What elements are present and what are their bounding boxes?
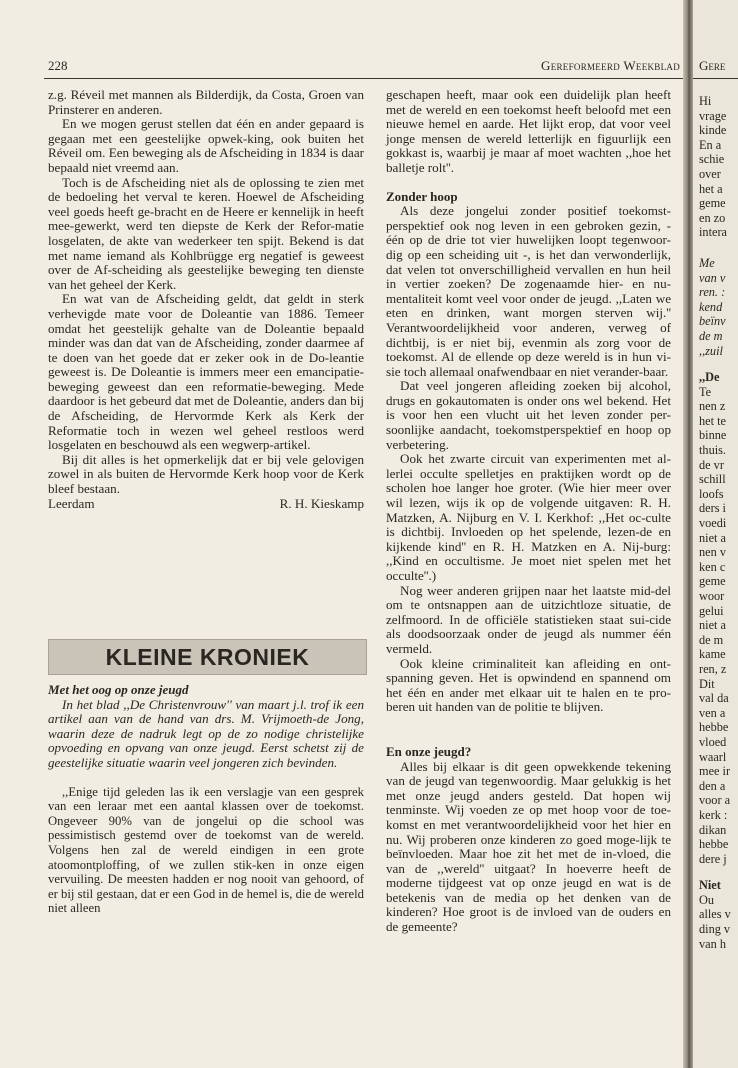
paragraph: Dat veel jongeren afleiding zoeken bij alcohol, drugs en gokautomaten is onder ons wel bekend. Het is voor hen een vlucht uit het leven zonder per-soonlijke aandacht, toekomstperspektief en hoop op verbetering.: [386, 378, 671, 452]
paragraph: Als deze jongelui zonder positief toekomst-perspektief ook nog leven in een gebroken gezin, - één op de drie tot vier huwelijken loopt tegenwoor-dig op een scheiding uit -, is het dan verwonderlijk, dat velen tot onverschilligheid vervallen en hun heil in vertier zoeken? De zogenaamde hier- en nu-mentaliteit komt veel voor onder de jeugd. ,,Laten we eten en drinken, want morgen sterven wij.'' Verantwoordelijkheid voor anderen, verweg of dichtbij, is er niet bij, evenmin als zorg voor de toekomst. Al de ellende op deze wereld is in hun vi-sie toch allemaal onafwendbaar en niet verander-baar.: [386, 203, 671, 379]
section-heading: Zonder hoop: [386, 188, 458, 204]
adjacent-line: Te: [699, 384, 712, 399]
adjacent-line: de vr: [699, 457, 724, 472]
adjacent-line: en zo: [699, 210, 726, 225]
adjacent-line: woor: [699, 589, 725, 603]
adjacent-line: beïnv: [699, 314, 726, 329]
paragraph: Toch is de Afscheiding niet als de oplossing te zien met de bedoeling het verval te keren. Hoewel de Afscheiding veel goeds heeft ge-bracht en de Heere er kennelijk in heeft mee-gewerkt, werd ten diepste de Kerk der Refor-matie losgelaten, de akte van wederkeer ten spijt. Bekend is dat met name iemand als Kohlbrügge erg negatief is geweest over de Af-scheiding als geestelijke beweging ten dienste van het geheel der Kerk.: [48, 174, 364, 292]
adjacent-line: kinde: [699, 123, 727, 138]
adjacent-line: vloed: [699, 734, 727, 749]
running-title: Gereformeerd Weekblad: [541, 58, 680, 73]
kroniek-section: [48, 683, 364, 916]
adjacent-line: waarl: [699, 749, 727, 764]
adjacent-line: kerk :: [699, 807, 728, 822]
column-left: [48, 88, 364, 511]
adjacent-line: ren, z: [699, 661, 727, 676]
adjacent-line: de m: [699, 632, 724, 647]
adjacent-line: thuis.: [699, 443, 726, 458]
adjacent-line: ren. :: [699, 285, 726, 300]
adjacent-line: hebbe: [699, 720, 729, 735]
adjacent-line: kend: [699, 299, 723, 314]
adjacent-line: geme: [699, 196, 726, 211]
book-gutter: [683, 0, 693, 1068]
adjacent-line: voor a: [699, 793, 731, 808]
adjacent-line: gelui: [699, 603, 724, 618]
column-middle: [386, 88, 671, 935]
adjacent-line: voedi: [699, 516, 727, 531]
adjacent-page: [693, 0, 738, 1068]
quote-paragraph: ,,Enige tijd geleden las ik een verslagje van een gesprek van een leraar met een aantal klassen over de toekomst. Ongeveer 90% van de jongelui op die school was pessimistisch gestemd over de toekomst van de wereld. Volgens hen zal de wereld eindigen in een grote atoomontploffing, of we zullen stik-ken in onze eigen vervuiling. De meesten hadden er nog nooit van gehoord, of er bij stil gestaan, dat er een God in de hemel is, die de wereld niet alleen: [48, 784, 364, 916]
adjacent-line: nen z: [699, 399, 726, 414]
adjacent-line: den a: [699, 778, 726, 793]
adjacent-line: Hi: [699, 94, 712, 108]
section-heading: Met het oog op onze jeugd: [48, 682, 189, 697]
intro-paragraph: In het blad ,,De Christenvrouw'' van maart j.l. trof ik een artikel aan van de hand van drs. M. Vrijmoeth-de Jong, waarin deze de nadruk legt op de zo nodige christelijke opvoeding en opvang van onze jeugd. Eerst schetst zij de geestelijke situatie waarin veel jongeren zich bevinden.: [48, 696, 364, 770]
adjacent-line: schill: [699, 472, 726, 487]
adjacent-line: Dit: [699, 676, 715, 691]
adjacent-line: vrage: [699, 108, 727, 123]
adjacent-line: Ou: [699, 892, 715, 907]
adjacent-line: En a: [699, 137, 722, 152]
paragraph: geschapen heeft, maar ook een duidelijk plan heeft met de wereld en een toekomst heeft beloofd met een nieuwe hemel en aarde. Het lijkt erop, dat voor veel jonge mensen de wereld letterlijk en figuurlijk een gokkast is, waarbij je maar af moet wachten ,,hoe het balletje rolt''.: [386, 87, 671, 175]
paragraph: z.g. Réveil met mannen als Bilderdijk, da Costa, Groen van Prinsterer en anderen.: [48, 87, 364, 117]
adjacent-line: dere j: [699, 851, 727, 866]
adjacent-line: ,,zuil: [699, 343, 723, 358]
adjacent-line: het a: [699, 181, 723, 196]
adjacent-heading: ,,De: [699, 370, 720, 385]
adjacent-line: geme: [699, 574, 726, 589]
adjacent-line: loofs: [699, 486, 724, 501]
adjacent-line: val da: [699, 691, 729, 706]
adjacent-line: nen v: [699, 545, 726, 560]
article-signature: [48, 497, 364, 512]
adjacent-line: het te: [699, 413, 726, 428]
adjacent-line: over: [699, 166, 721, 181]
adjacent-line: de m: [699, 328, 723, 343]
paragraph: Ook het zwarte circuit van experimenten met al-lerlei occulte spelletjes en praktijken wordt op de scholen hoe langer hoe groter. (Wie hier meer over wil lezen, wijs ik op de volgende uitgaven: R. H. Matzken, A. Nijburg en V. I. Kerkhof: ,,Het oc-culte is dichtbij. Invloeden op het spelende, lezen-de en kijkende kind'' en R. H. Matzken en A. Nij-burg: ,,Kind en occultisme. Je moet niet spelen met het occulte''.): [386, 451, 671, 583]
header-rule: [44, 78, 684, 79]
adjacent-line: mee ir: [699, 764, 731, 779]
adjacent-line: ders i: [699, 501, 726, 516]
adjacent-running-title: Gere: [699, 58, 726, 73]
adjacent-line: intera: [699, 225, 727, 240]
adjacent-line: ding v: [699, 922, 731, 937]
adjacent-line: Me: [699, 255, 715, 270]
adjacent-line: hebbe: [699, 837, 729, 852]
paragraph: En we mogen gerust stellen dat één en ander gepaard is gegaan met een geestelijke opwek-king, ook buiten het Réveil om. Een beweging als de Afscheiding in 1834 is daar bepaald niet vreemd aan.: [48, 116, 364, 175]
adjacent-line: binne: [699, 428, 727, 443]
section-heading: En onze jeugd?: [386, 743, 472, 759]
adjacent-line: schie: [699, 152, 725, 167]
paragraph: Ook kleine criminaliteit kan afleiding en ont-spanning geven. Het is opwindend en spannend om het één en ander met elkaar uit te halen en te pro-beren uit handen van de politie te blijven.: [386, 655, 671, 715]
paragraph: En wat van de Afscheiding geldt, dat geldt in sterk verhevigde mate voor de Doleantie van 1886. Temeer omdat het geestelijk gehalte van de Doleantie bepaald minder was dan dat van de Afscheiding, zonder daarmee af te doen van het goede dat er zeker ook in de Do-leantie geweest is. De Doleantie is immers meer een emancipatie-beweging geweest dan een reformatie-beweging. Mede daardoor is het gebeurd dat met de Doleantie, anders dan bij de Afscheiding, de Hervormde Kerk als Kerk der Reformatie toch in wezen wel geheel restloos werd losgelaten en beschouwd als een wegwerp-artikel.: [48, 291, 364, 453]
adjacent-line: ken c: [699, 559, 726, 574]
signature-place: Leerdam: [48, 495, 95, 511]
adjacent-line: ven a: [699, 705, 726, 720]
paragraph: Alles bij elkaar is dit geen opwekkende tekening van de jeugd van tegenwoordig. Maar gelukkig is het met onze jeugd anders gesteld. Dat hopen wij tenminste. Wij voeden ze op met hoop voor de toe-komst en met verantwoordelijkheid voor het hier en nu. Wij proberen onze kinderen zo goed moge-lijk te beïnvloeden. Maar hoe zit het met de in-vloed, die van de ,,wereld'' uitgaat? In hoeverre heeft de moderne tijdgeest vat op onze jeugd en wat is de betekenis van de media op het denken van de kinderen? Hoe groot is de invloed van de ouders en de gemeente?: [386, 758, 671, 935]
adjacent-column: [699, 94, 738, 951]
adjacent-line: alles v: [699, 907, 731, 922]
page-number: 228: [48, 58, 68, 73]
adjacent-heading: Niet: [699, 878, 721, 893]
adjacent-line: van v: [699, 270, 726, 285]
adjacent-line: van h: [699, 936, 726, 951]
adjacent-line: niet a: [699, 530, 726, 545]
adjacent-header-rule: [693, 78, 738, 79]
section-banner: KLEINE KRONIEK: [48, 639, 367, 675]
adjacent-line: niet a: [699, 618, 726, 633]
signature-author: R. H. Kieskamp: [279, 495, 364, 511]
adjacent-line: kame: [699, 647, 726, 662]
adjacent-line: dikan: [699, 822, 727, 837]
paragraph: Nog weer anderen grijpen naar het laatste mid-del om te ontsnappen aan de uitzichtloze situatie, de zelfmoord. In de officiële statistieken staat sui-cide als doodsoorzaak onder de jeugd als nummer één vermeld.: [386, 582, 671, 656]
paragraph: Bij dit alles is het opmerkelijk dat er bij vele gelovigen zowel in als buiten de Hervormde Kerk hoop voor de Kerk bleef bestaan.: [48, 451, 364, 497]
